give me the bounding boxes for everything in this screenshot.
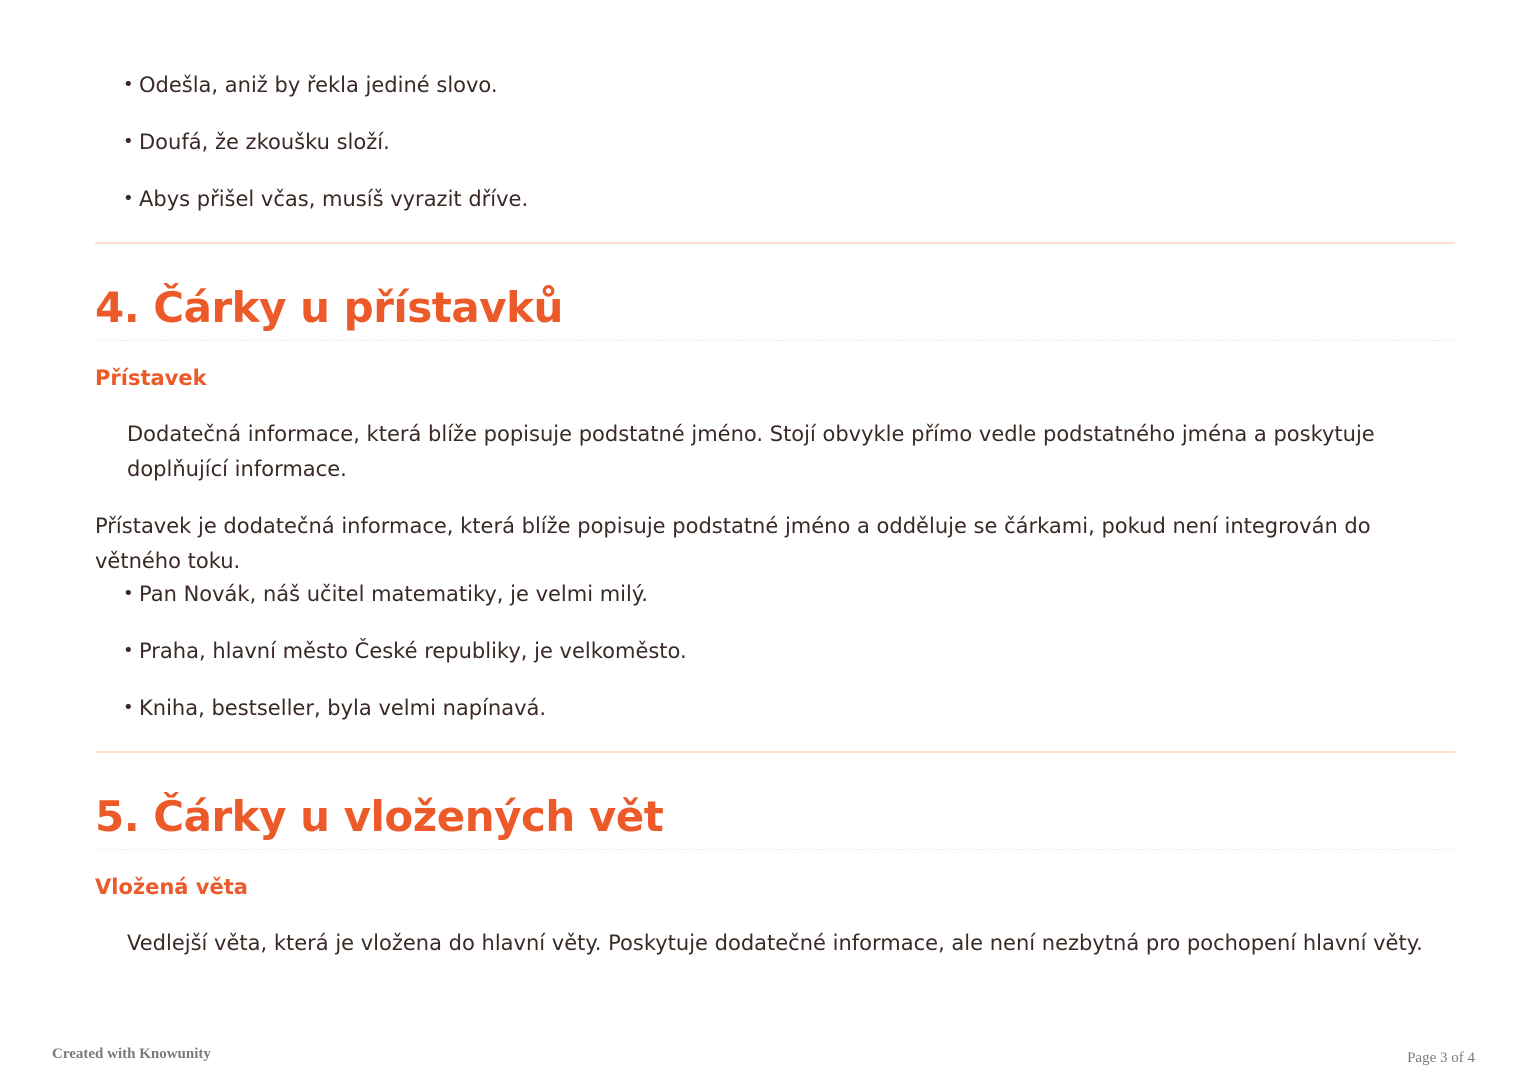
page-content xyxy=(95,70,1455,961)
term-heading-pristavek: Přístavek xyxy=(95,366,207,390)
section-heading-4: 4. Čárky u přístavků xyxy=(95,280,1455,341)
term-definition: Dodatečná informace, která blíže popisuje podstatné jméno. Stojí obvykle přímo vedle podstatného jména a poskytuje doplňující informace. xyxy=(127,422,1375,481)
list-item: • Praha, hlavní město České republiky, je velkoměsto. xyxy=(123,636,1455,666)
section-divider xyxy=(95,751,1455,753)
bullet-list-top xyxy=(95,70,1455,214)
footer-credit: Created with Knowunity xyxy=(52,1046,211,1062)
term-heading-vlozena-veta: Vložená věta xyxy=(95,875,248,899)
page-number: Page 3 of 4 xyxy=(1407,1050,1475,1066)
term-definition: Vedlejší věta, která je vložena do hlavní věty. Poskytuje dodatečné informace, ale není nezbytná pro pochopení hlavní věty. xyxy=(127,931,1423,955)
list-item: • Kniha, bestseller, byla velmi napínavá. xyxy=(123,693,1455,723)
list-item: • Pan Novák, náš učitel matematiky, je velmi milý. xyxy=(123,579,1455,609)
section-heading-5: 5. Čárky u vložených vět xyxy=(95,789,1455,850)
list-item: • Odešla, aniž by řekla jediné slovo. xyxy=(123,70,1455,100)
bullet-list-examples xyxy=(95,579,1455,723)
list-item: • Abys přišel včas, musíš vyrazit dříve. xyxy=(123,184,1455,214)
section-divider xyxy=(95,242,1455,244)
body-paragraph: Přístavek je dodatečná informace, která blíže popisuje podstatné jméno a odděluje se čárkami, pokud není integrován do větného toku. xyxy=(95,514,1371,573)
list-item: • Doufá, že zkoušku složí. xyxy=(123,127,1455,157)
